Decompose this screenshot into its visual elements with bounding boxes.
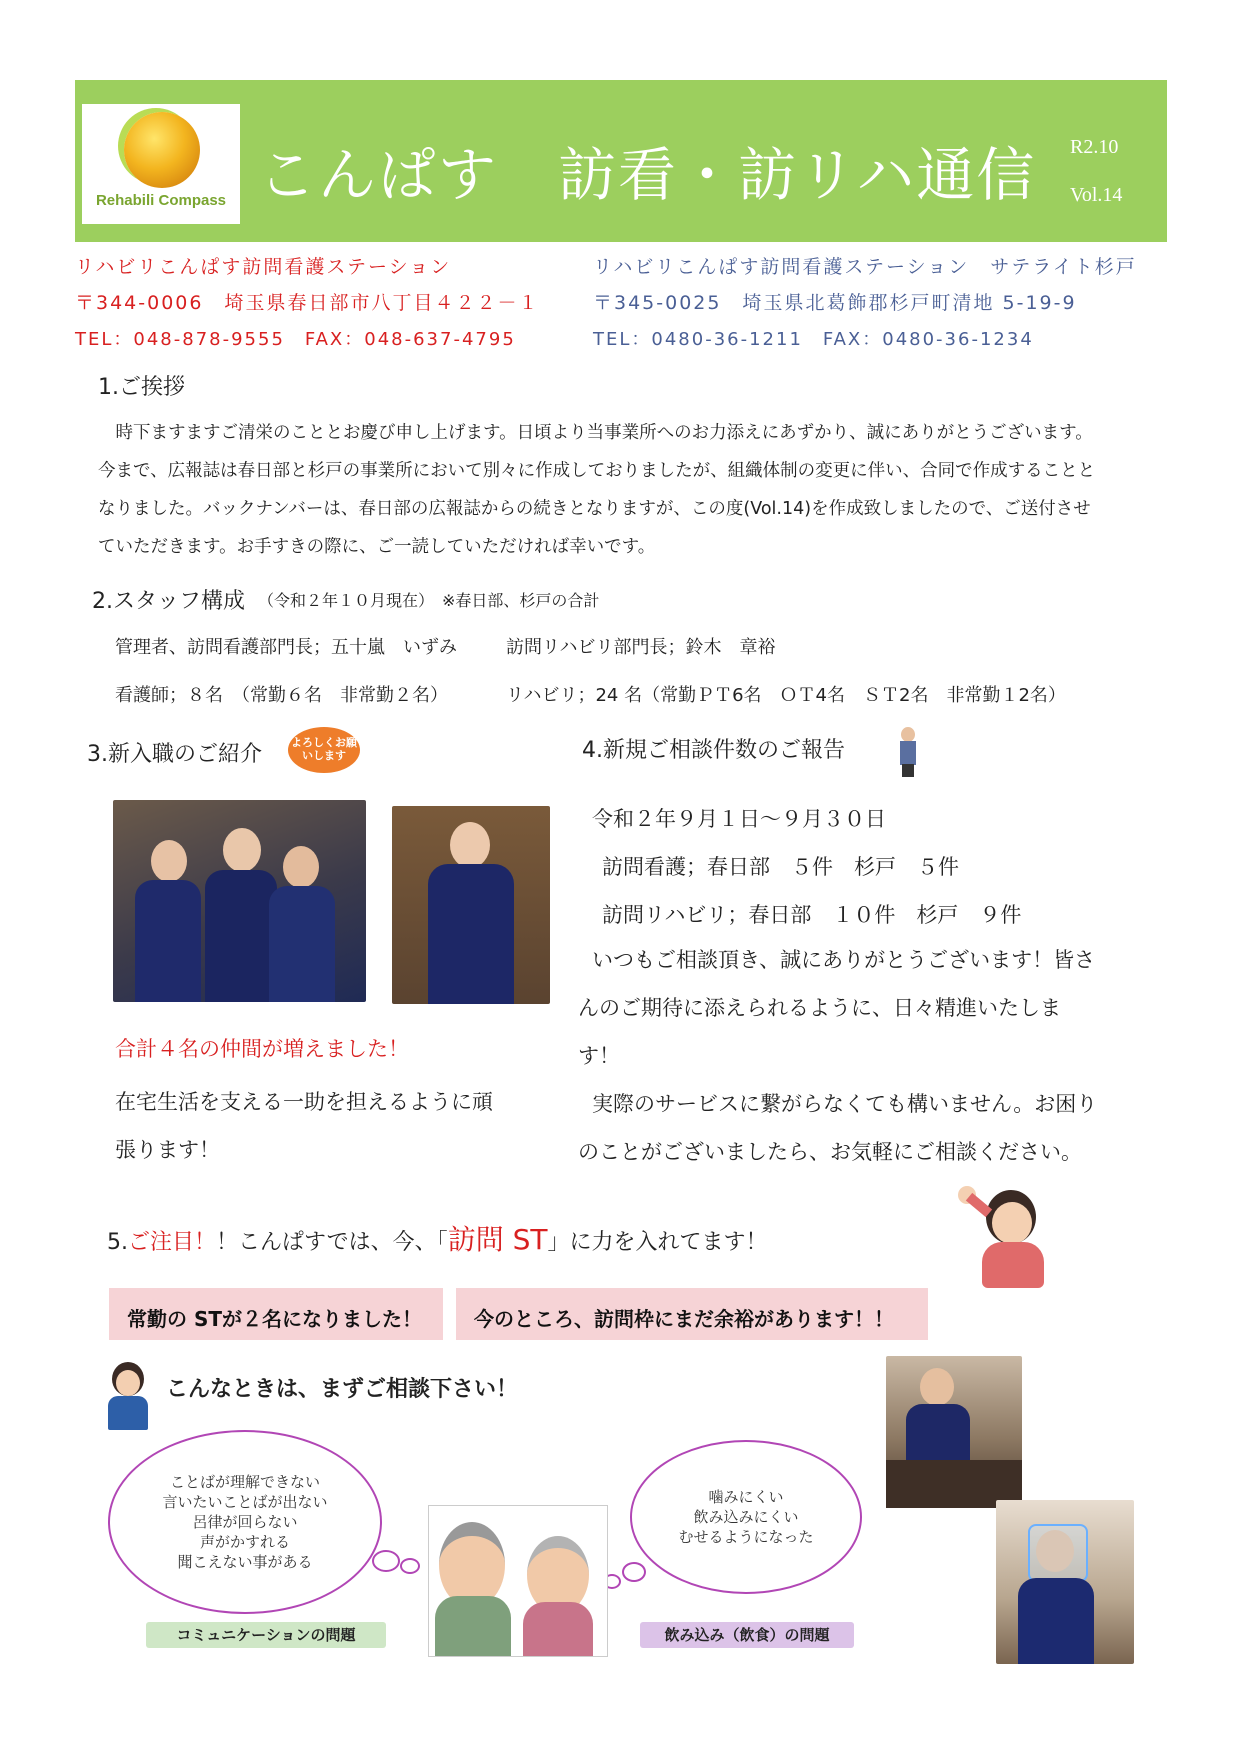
- comm-item: 声がかすれる: [199, 1533, 290, 1551]
- staff-nurses: 看護師；８名 （常勤６名 非常勤２名）: [115, 685, 448, 706]
- swallow-item: 飲み込みにくい: [693, 1508, 799, 1526]
- newsletter-title: こんぱす 訪看・訪リハ通信: [258, 141, 1037, 209]
- contact-right-tel: TEL：0480-36-1211 FAX：0480-36-1234: [593, 329, 1034, 350]
- notice-emphasis: 訪問 ST: [447, 1223, 548, 1256]
- logo: [82, 104, 240, 224]
- notice-attention: ご注目！: [128, 1230, 217, 1255]
- greeting-body: [98, 414, 1173, 566]
- staff-rehab-head: 訪問リハビリ部門長；鈴木 章裕: [506, 637, 776, 658]
- logo-text: Rehabili Compass: [95, 192, 227, 209]
- consult-line: いつもご相談頂き、誠にありがとうございます！皆さ: [592, 948, 1096, 972]
- consult-line: んのご期待に添えられるように、日々精進いたしま: [578, 996, 1061, 1020]
- st-session-photo: [886, 1356, 1022, 1508]
- swallowing-cloud: [630, 1440, 862, 1594]
- staff-date-note: （令和２年１０月現在） ※春日部、杉戸の合計: [258, 591, 600, 610]
- contact-left-name: リハビリこんぱす訪問看護ステーション: [75, 256, 452, 278]
- greeting-line: 時下ますますご清栄のこととお慶び申し上げます。日頃より当事業所へのお力添えにあずかり、誠にありがとうございます。: [98, 423, 1093, 443]
- welcome-sticker-text: よろしくお願いします: [291, 736, 357, 762]
- comm-item: 呂律が回らない: [192, 1513, 298, 1531]
- staff-heading: 2.スタッフ構成: [92, 589, 245, 614]
- contact-left-tel: TEL：048-878-9555 FAX：048-637-4795: [75, 329, 516, 350]
- compass-logo-icon: [124, 112, 200, 188]
- consult-stats: [592, 795, 1021, 939]
- consult-nursing: 訪問看護；春日部 ５件 杉戸 ５件: [602, 855, 959, 879]
- notice-number: 5.: [107, 1230, 128, 1255]
- consult-heading: 4.新規ご相談件数のご報告: [582, 738, 845, 763]
- new-staff-message: [115, 1078, 493, 1174]
- consult-line: 実際のサービスに繋がらなくても構いません。お困り: [592, 1092, 1098, 1116]
- comm-item: ことばが理解できない: [169, 1473, 320, 1491]
- notice-end: 」に力を入れてます！: [547, 1230, 768, 1255]
- communication-tag: コミュニケーションの問題: [146, 1622, 386, 1648]
- contact-right-address: 〒345-0025 埼玉県北葛飾郡杉戸町清地 5-19-9: [593, 292, 1077, 314]
- elderly-couple-illustration: [428, 1505, 608, 1657]
- greeting-line: なりました。バックナンバーは、春日部の広報誌からの続きとなりますが、この度(Vol.14)を作成致しましたので、ご送付させ: [98, 499, 1091, 519]
- new-staff-single-photo: [392, 806, 550, 1004]
- st-face-shield-photo: [996, 1500, 1134, 1664]
- businessman-icon: [898, 727, 918, 777]
- consult-period: 令和２年９月１日～９月３０日: [592, 807, 886, 831]
- communication-cloud: [108, 1430, 382, 1614]
- contact-left-address: 〒344-0006 埼玉県春日部市八丁目４２２－１: [75, 292, 540, 314]
- comm-item: 言いたいことばが出ない: [162, 1493, 328, 1511]
- greeting-heading: 1.ご挨拶: [98, 375, 185, 400]
- consult-line: す！: [578, 1044, 620, 1068]
- staff-manager: 管理者、訪問看護部門長；五十嵐 いずみ: [115, 637, 457, 658]
- new-staff-line: 張ります！: [115, 1138, 220, 1162]
- welcome-sticker: [288, 727, 360, 773]
- staff-rehab: リハビリ；24 名（常勤ＰＴ6名 ＯＴ4名 ＳＴ2名 非常勤１2名）: [506, 685, 1066, 706]
- swallow-item: 噛みにくい: [708, 1488, 784, 1506]
- thought-bubble-dot: [400, 1558, 420, 1574]
- consult-message: [578, 936, 1097, 1176]
- new-staff-line: 在宅生活を支える一助を担えるように頑: [115, 1090, 493, 1114]
- issue-volume: Vol.14: [1070, 184, 1123, 206]
- comm-item: 聞こえない事がある: [177, 1553, 313, 1571]
- thought-bubble-dot: [372, 1550, 400, 1572]
- thought-bubble-dot: [622, 1562, 646, 1582]
- notice-mid: ！こんぱすでは、今、「: [216, 1230, 448, 1255]
- new-staff-group-photo: [113, 800, 366, 1002]
- new-staff-highlight: 合計４名の仲間が増えました！: [115, 1037, 409, 1061]
- st-staff-box: 常勤の STが２名になりました！: [109, 1288, 443, 1340]
- greeting-line: ていただきます。お手すきの際に、ご一読していただければ幸いです。: [98, 537, 656, 557]
- consult-line: のことがございましたら、お気軽にご相談ください。: [578, 1140, 1082, 1164]
- consult-prompt: こんなときは、まずご相談下さい！: [166, 1377, 519, 1402]
- nurse-icon: [100, 1360, 156, 1430]
- issue-date: R2.10: [1070, 136, 1119, 158]
- contact-right-name: リハビリこんぱす訪問看護ステーション サテライト杉戸: [593, 256, 1137, 278]
- availability-box: 今のところ、訪問枠にまだ余裕があります！！: [456, 1288, 928, 1340]
- greeting-line: 今まで、広報誌は春日部と杉戸の事業所において別々に作成しておりましたが、組織体制の変更に伴い、合同で作成することと: [98, 461, 1096, 481]
- swallowing-tag: 飲み込み（飲食）の問題: [640, 1622, 854, 1648]
- consult-rehab: 訪問リハビリ；春日部 １０件 杉戸 ９件: [602, 903, 1022, 927]
- cheering-woman-icon: [948, 1180, 1068, 1290]
- new-staff-heading: 3.新入職のご紹介: [87, 742, 262, 767]
- notice-heading: [107, 1218, 767, 1258]
- swallow-item: むせるようになった: [678, 1528, 814, 1546]
